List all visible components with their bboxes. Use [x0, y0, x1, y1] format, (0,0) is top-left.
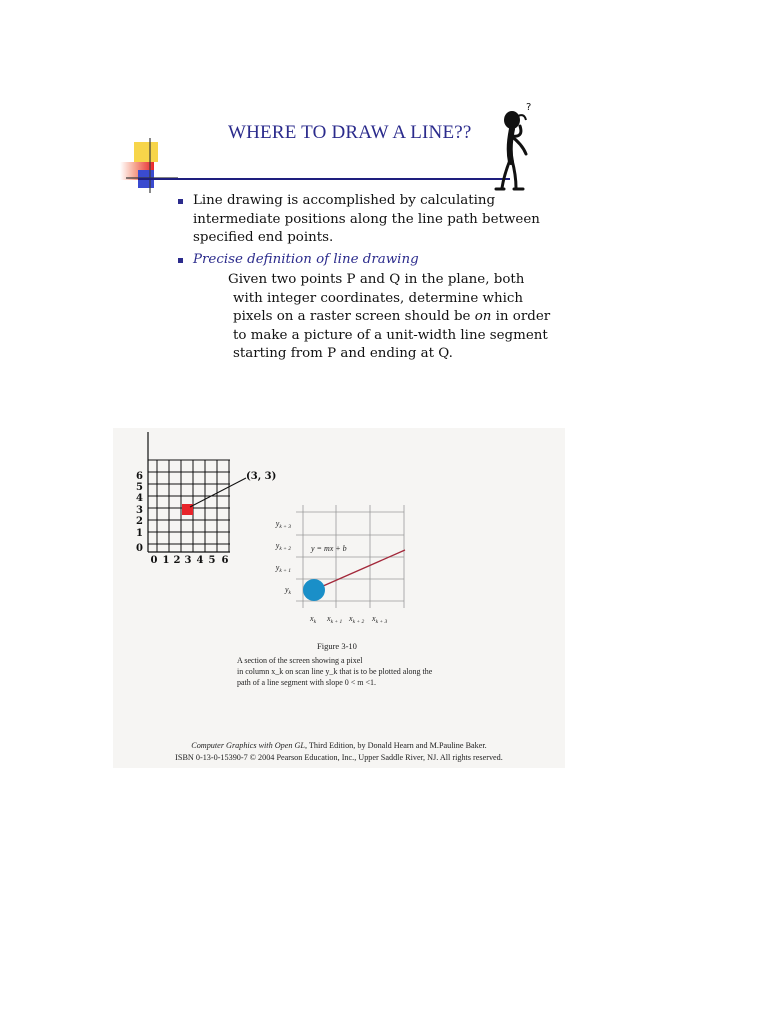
- x-tick-label: 1: [162, 555, 170, 566]
- y-label: $y_{k + 2}$: [275, 541, 291, 552]
- paragraph-line: to make a picture of a unit-width line segment: [233, 327, 548, 343]
- svg-text:?: ?: [526, 102, 532, 113]
- bullet-text: Precise definition of line drawing: [193, 251, 419, 267]
- paragraph-line: Given two points P and Q in the plane, both: [228, 272, 525, 287]
- figure-caption: [237, 655, 432, 688]
- left-pixel-grid: [148, 432, 230, 552]
- line-segment: [314, 550, 405, 590]
- y-label: $y_{k + 1}$: [275, 563, 291, 574]
- caption-line: A section of the screen showing a pixel: [237, 656, 363, 665]
- highlighted-pixel: [182, 504, 193, 515]
- caption-line: in column x_k on scan line y_k that is to be plotted along the: [237, 667, 433, 676]
- y-tick-label: 2: [136, 516, 143, 527]
- paragraph-text: in order: [491, 309, 551, 324]
- bullet-text: Line drawing is accomplished by calculating intermediate positions along the line path between specified end points.: [193, 193, 540, 245]
- paragraph-text: pixels on a raster screen should be: [233, 309, 475, 324]
- pointer-line: [190, 478, 246, 507]
- x-tick-label: 4: [196, 555, 204, 566]
- x-tick-label: 2: [173, 555, 181, 566]
- x-tick-label: 0: [150, 555, 158, 566]
- book-title: Computer Graphics with Open GL: [191, 741, 305, 750]
- x-label: $x_{k + 3}$: [372, 614, 388, 625]
- y-tick-label: 4: [136, 493, 143, 504]
- y-tick-label: 1: [136, 528, 143, 539]
- page-title: WHERE TO DRAW A LINE??: [228, 122, 472, 143]
- y-tick-label: 5: [136, 482, 143, 493]
- credit-text: [113, 740, 565, 763]
- x-label: $x_k$: [310, 614, 317, 625]
- y-tick-label: 3: [136, 505, 143, 516]
- figure-label: Figure 3-10: [317, 641, 357, 651]
- credit-line: ISBN 0-13-0-15390-7 © 2004 Pearson Education, Inc., Upper Saddle River, NJ. All rights reserved.: [175, 752, 503, 762]
- x-label: $x_{k + 1}$: [327, 614, 343, 625]
- x-tick-label: 3: [184, 555, 192, 566]
- plotted-pixel: [303, 579, 325, 601]
- x-label: $x_{k + 2}$: [349, 614, 365, 625]
- equation-label: y = mx + b: [311, 544, 347, 553]
- x-tick-label: 5: [208, 555, 216, 566]
- paragraph-line: with integer coordinates, determine which: [233, 290, 524, 306]
- x-tick-label: 6: [221, 555, 229, 566]
- point-label: (3, 3): [246, 471, 277, 482]
- y-label: $y_{k + 3}$: [275, 519, 291, 530]
- y-tick-label: 6: [136, 471, 143, 482]
- emphasis-text: on: [474, 309, 492, 324]
- paragraph-line: starting from P and ending at Q.: [233, 346, 453, 361]
- y-label: $y_k$: [284, 585, 291, 596]
- caption-line: path of a line segment with slope 0 < m <1.: [237, 678, 376, 687]
- y-tick-label: 0: [136, 543, 143, 554]
- credit-rest: , Third Edition, by Donald Hearn and M.Pauline Baker.: [304, 741, 487, 750]
- credit-line: [113, 740, 565, 752]
